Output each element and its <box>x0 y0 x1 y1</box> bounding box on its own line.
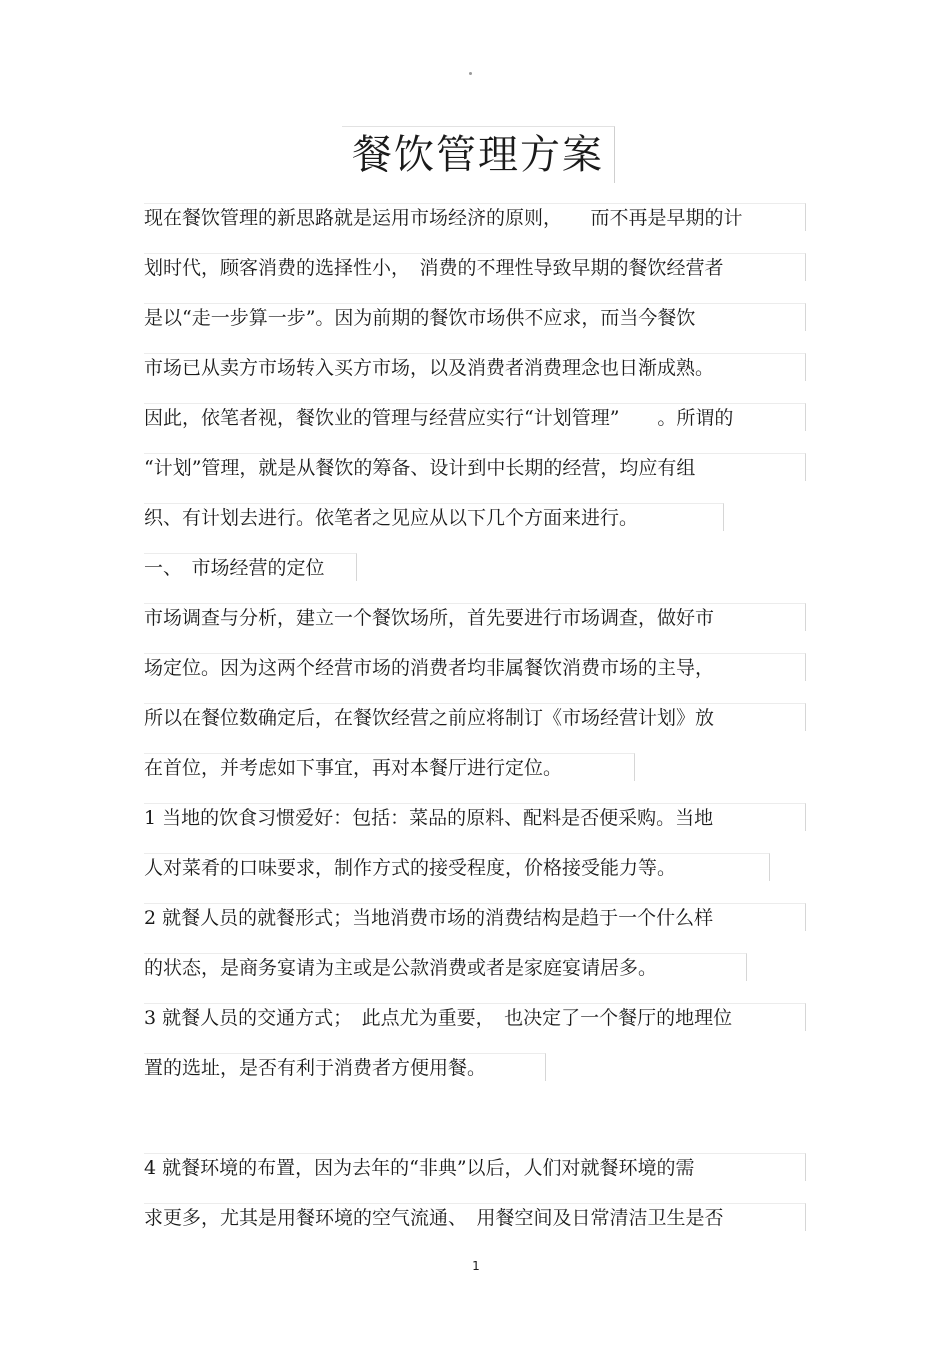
list-item-line: 2 就餐人员的就餐形式；当地消费市场的消费结构是趋于一个什么样 <box>144 903 806 931</box>
list-item-line: 3 就餐人员的交通方式； 此点尤为重要， 也决定了一个餐厅的地理位 <box>144 1003 806 1031</box>
document-title: 餐饮管理方案 <box>342 126 615 183</box>
page-number: 1 <box>472 1259 480 1273</box>
paragraph-line: 在首位，并考虑如下事宜，再对本餐厅进行定位。 <box>144 753 635 781</box>
top-dot-mark <box>469 72 472 75</box>
list-item-line: 置的选址，是否有利于消费者方便用餐。 <box>144 1053 546 1081</box>
list-item-line: 的状态，是商务宴请为主或是公款消费或者是家庭宴请居多。 <box>144 953 747 981</box>
paragraph-line: 现在餐饮管理的新思路就是运用市场经济的原则， 而不再是早期的计 <box>144 203 806 231</box>
list-item-line: 求更多，尤其是用餐环境的空气流通、 用餐空间及日常清洁卫生是否 <box>144 1203 806 1231</box>
paragraph-line: 是以“走一步算一步”。因为前期的餐饮市场供不应求，而当今餐饮 <box>144 303 806 331</box>
paragraph-line: 市场调查与分析，建立一个餐饮场所，首先要进行市场调查，做好市 <box>144 603 806 631</box>
paragraph-line: 划时代，顾客消费的选择性小， 消费的不理性导致早期的餐饮经营者 <box>144 253 806 281</box>
paragraph-line: 市场已从卖方市场转入买方市场，以及消费者消费理念也日渐成熟。 <box>144 353 806 381</box>
list-item-line: 人对菜肴的口味要求，制作方式的接受程度，价格接受能力等。 <box>144 853 770 881</box>
paragraph-line: “计划”管理，就是从餐饮的筹备、设计到中长期的经营，均应有组 <box>144 453 806 481</box>
section-heading: 一、 市场经营的定位 <box>144 553 357 581</box>
list-item-line: 4 就餐环境的布置，因为去年的“非典”以后，人们对就餐环境的需 <box>144 1153 806 1181</box>
paragraph-line: 所以在餐位数确定后，在餐饮经营之前应将制订《市场经营计划》放 <box>144 703 806 731</box>
paragraph-line: 因此，依笔者视，餐饮业的管理与经营应实行“计划管理” 。所谓的 <box>144 403 806 431</box>
paragraph-line: 织、有计划去进行。依笔者之见应从以下几个方面来进行。 <box>144 503 724 531</box>
paragraph-line: 场定位。因为这两个经营市场的消费者均非属餐饮消费市场的主导， <box>144 653 806 681</box>
list-item-line: 1 当地的饮食习惯爱好：包括：菜品的原料、配料是否便采购。当地 <box>144 803 806 831</box>
